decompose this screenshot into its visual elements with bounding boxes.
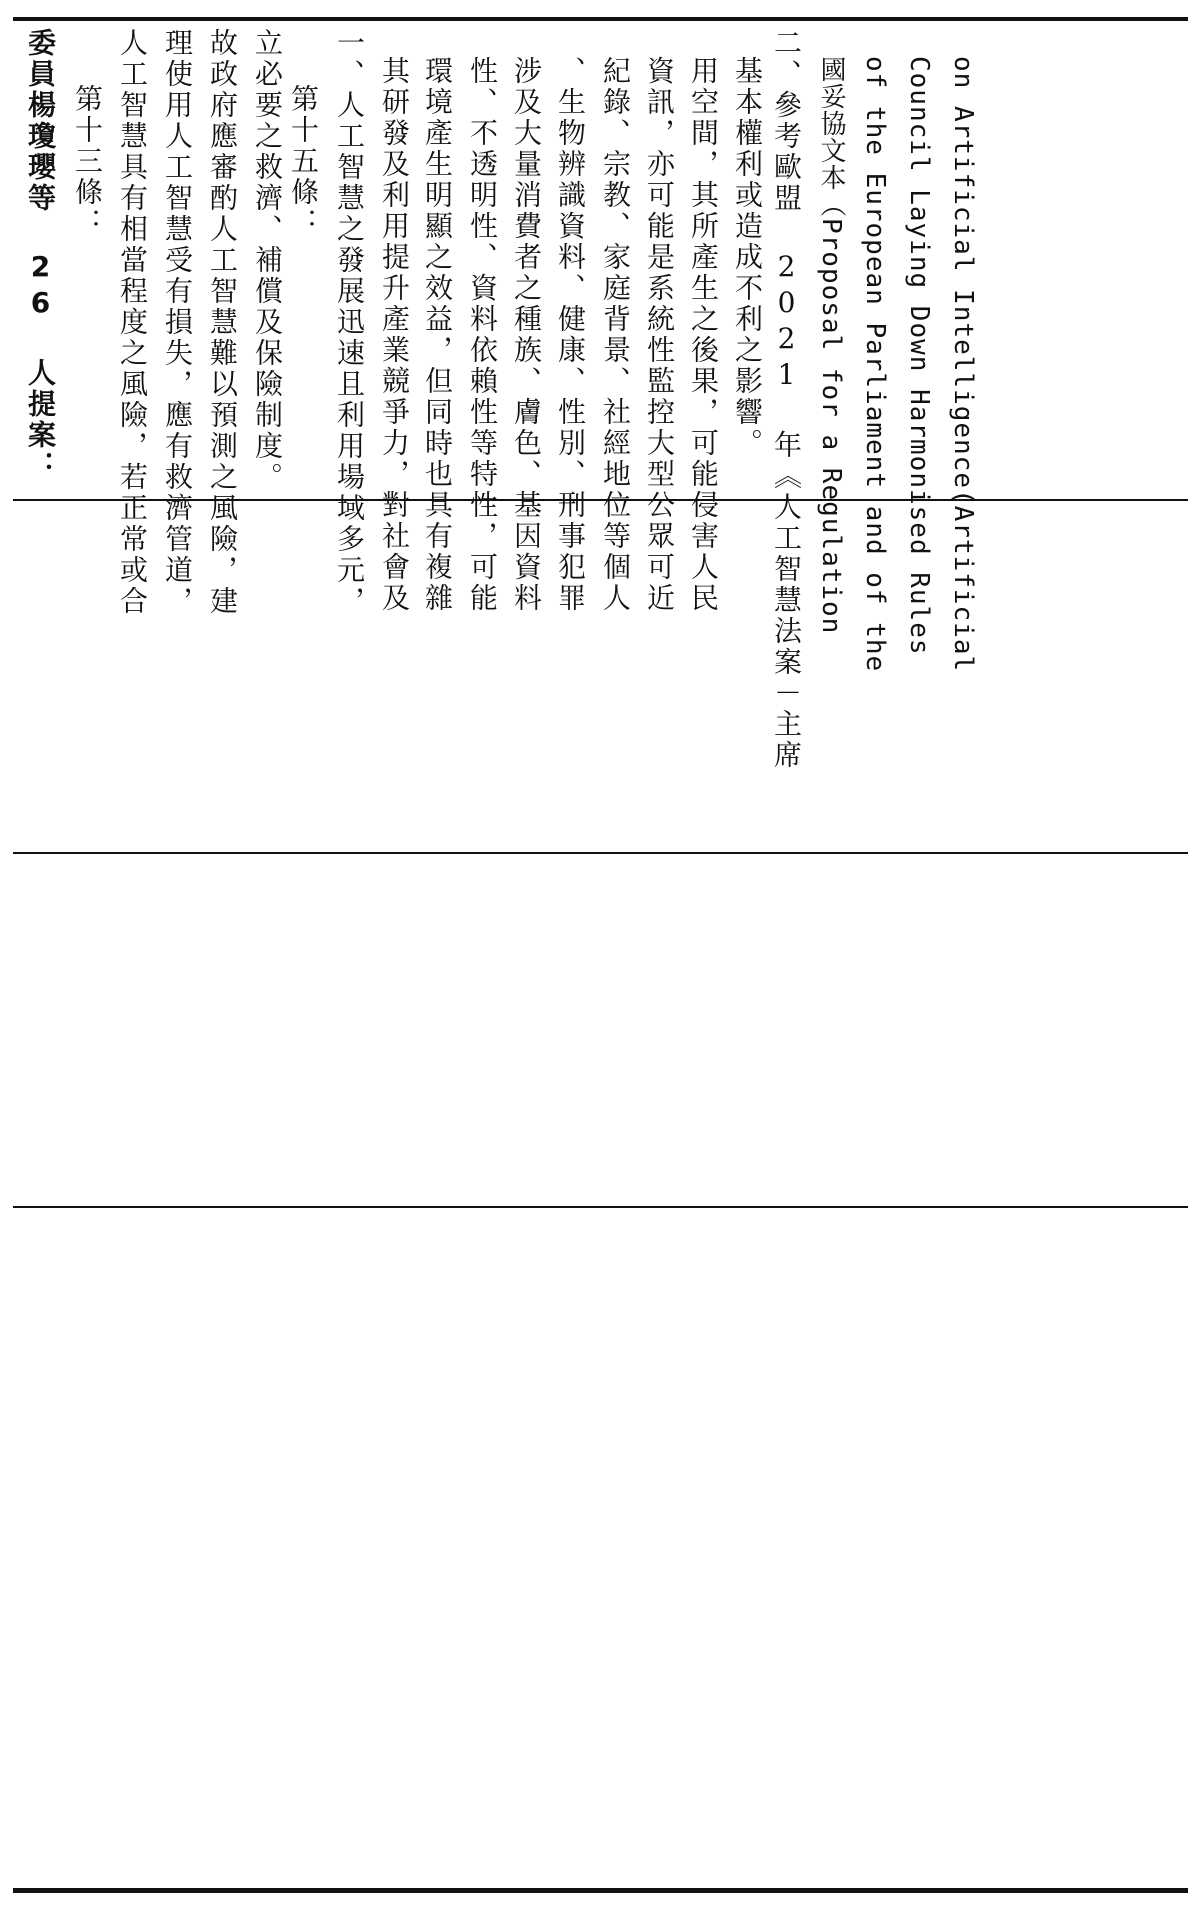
table-bottom-rule — [13, 1888, 1188, 1893]
article-13-heading: 第十三條： — [71, 84, 104, 239]
article-13-line: 故政府應審酌人工智慧難以預測之風險，建 — [206, 28, 239, 617]
article-15-point1-line: 用空間，其所產生之後果，可能侵害人民 — [687, 56, 720, 614]
article-15-point1-line: 、生物辨識資料、健康、性別、刑事犯罪 — [554, 56, 587, 614]
article-15-point2-line: of the European Parliament and of the — [860, 56, 890, 673]
article-15-point1-line: 其研發及利用提升產業競爭力，對社會及 — [378, 56, 411, 614]
table-row-rule — [13, 852, 1188, 854]
article-15-point1-line: 紀錄、宗教、家庭背景、社經地位等個人 — [599, 56, 632, 614]
article-15-point1-line: 涉及大量消費者之種族、膚色、基因資料 — [510, 56, 543, 614]
table-row-rule — [13, 1206, 1188, 1208]
article-15-point1-line: 性、不透明性、資料依賴性等特性，可能 — [466, 56, 499, 614]
article-13-line: 立必要之救濟、補償及保險制度。 — [251, 28, 284, 493]
article-13-line: 人工智慧具有相當程度之風險，若正常或合 — [116, 28, 149, 617]
article-15-point2-line: on Artificial Intelligence(Artificial — [948, 56, 978, 673]
article-15-point2-line: 二、參考歐盟 2021 年《人工智慧法案－主席 — [770, 28, 803, 771]
table-top-rule — [13, 17, 1188, 21]
article-15-point2-line: 國妥協文本（Proposal for a Regulation — [816, 56, 846, 635]
article-15-point2-line: Council Laying Down Harmonised Rules — [904, 56, 934, 656]
proposer-heading: 委員楊瓊瓔等 26 人提案： — [24, 28, 57, 482]
article-13-line: 理使用人工智慧受有損失，應有救濟管道， — [161, 28, 194, 617]
article-15-point1-line: 環境產生明顯之效益，但同時也具有複雜 — [421, 56, 454, 614]
article-15-point1-line: 基本權利或造成不利之影響。 — [731, 56, 764, 459]
article-15-point1-line: 一、人工智慧之發展迅速且利用場域多元， — [333, 28, 366, 617]
article-15-point1-line: 資訊，亦可能是系統性監控大型公眾可近 — [643, 56, 676, 614]
article-15-heading: 第十五條： — [287, 84, 320, 239]
